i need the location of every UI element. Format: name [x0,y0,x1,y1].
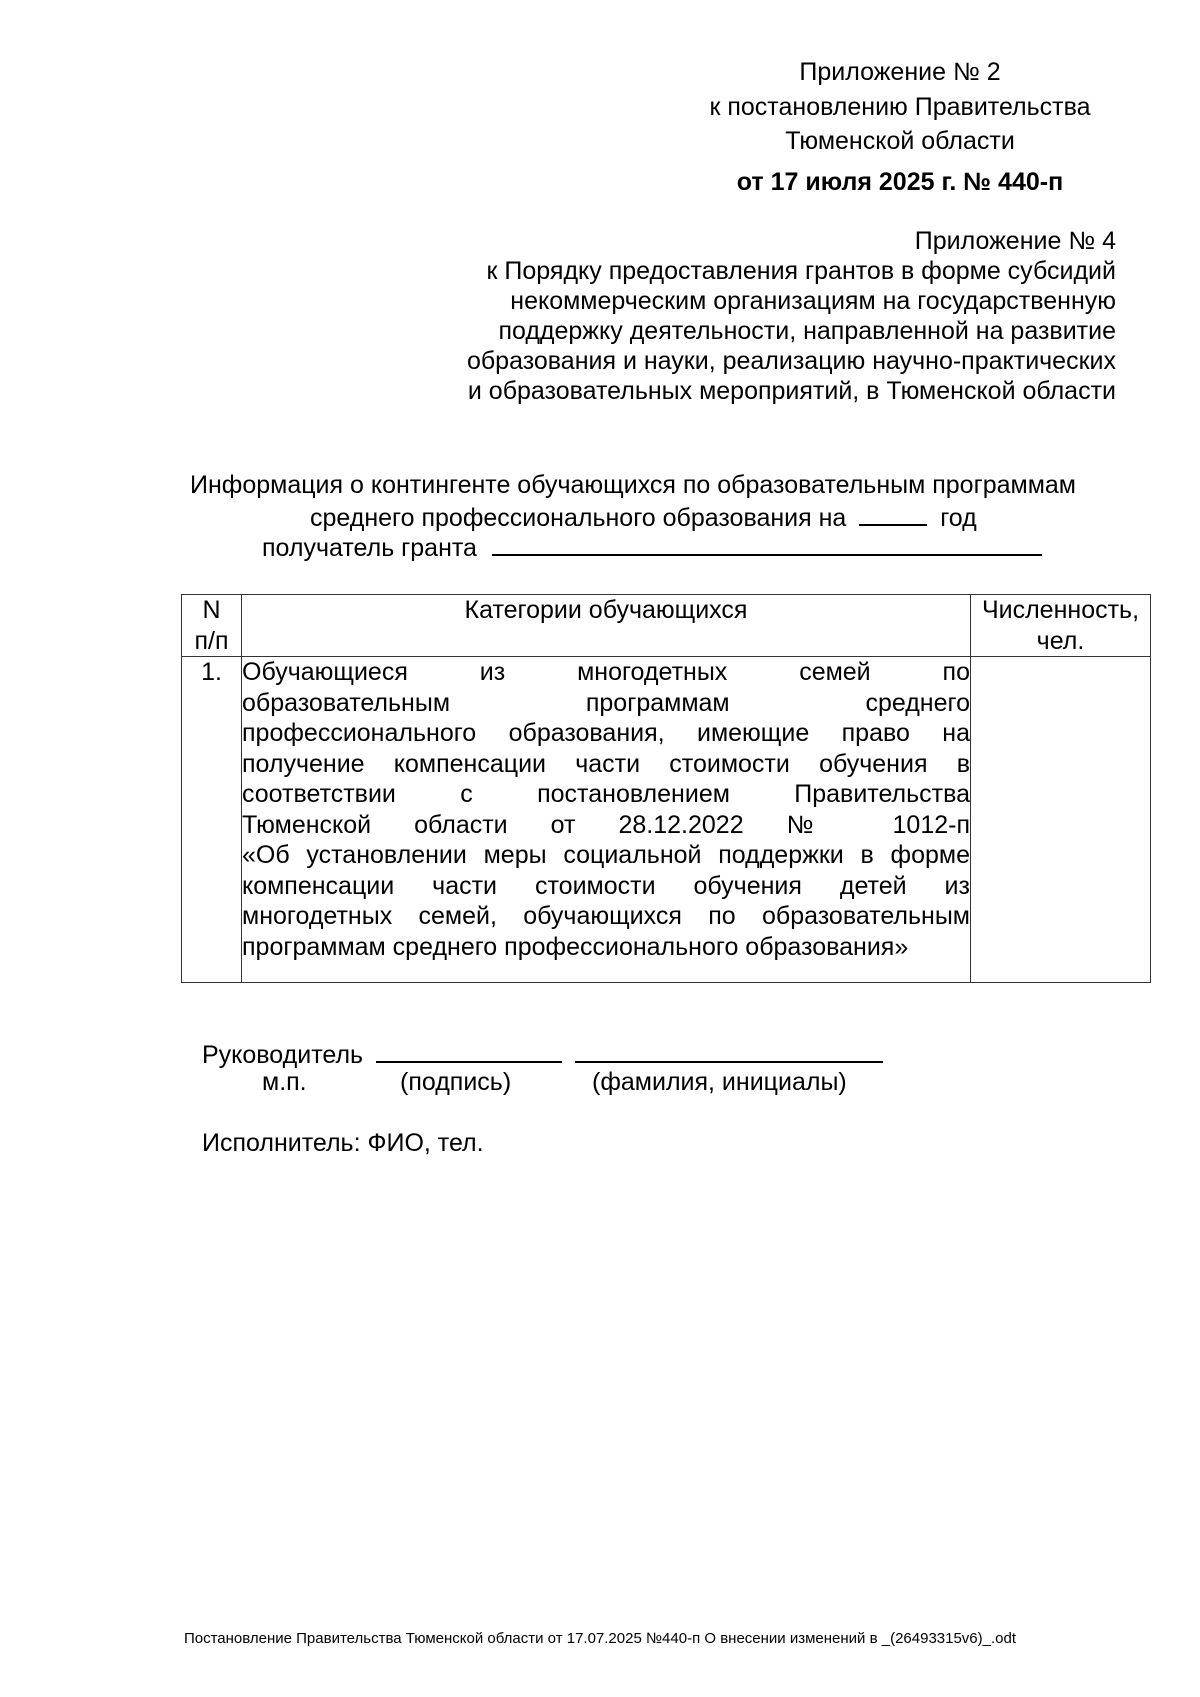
appendix-2-date-number: от 17 июля 2025 г. № 440-п [736,168,1064,196]
title-year-word: год [940,504,977,532]
head-signature-line [202,1037,883,1070]
row-number-cell: 1. [182,657,242,983]
column-header-count-line-1: Численность, [981,596,1140,624]
category-line: «Об установлении меры социальной поддержки в форме [242,841,970,869]
stamp-placeholder: м.п. [262,1068,307,1096]
column-header-number-line-1: N [202,596,221,624]
category-line: многодетных семей, обучающихся по образовательным [242,902,970,930]
appendix-4-line-2: к Порядку предоставления грантов в форме субсидий [486,257,1116,285]
grant-recipient-blank-field [492,530,1042,556]
table-header-row [182,595,1151,657]
appendix-2-region: Тюменской области [785,127,1015,155]
year-blank-field [859,500,927,526]
column-header-category: Категории обучающихся [242,595,971,657]
executor-line: Исполнитель: ФИО, тел. [202,1129,484,1157]
signature-blank-field [376,1037,562,1063]
name-hint: (фамилия, инициалы) [592,1068,847,1096]
category-line: программам среднего профессионального образования» [242,932,909,961]
contingent-table [181,594,1151,983]
appendix-4-label: Приложение № 4 [914,227,1116,255]
title-line-2-text: среднего профессионального образования на [310,504,847,532]
appendix-2-label: Приложение № 2 [799,58,1001,86]
row-category-cell [242,657,971,983]
document-title-line-1: Информация о контингенте обучающихся по образовательным программам [190,471,1076,499]
name-blank-field [575,1037,883,1063]
appendix-4-line-4: поддержку деятельности, направленной на развитие [498,317,1116,345]
column-header-number-line-2: п/п [194,626,229,655]
category-line: образовательным программам среднего [242,688,970,717]
column-header-count-line-2: чел. [1036,626,1085,655]
page-footer: Постановление Правительства Тюменской области от 17.07.2025 №440-п О внесении изменений в _(26493315v6)_.odt [183,1630,1017,1647]
category-line: соответствии с постановлением Правительства [242,780,970,808]
category-line: Обучающиеся из многодетных семей по [242,658,970,686]
head-label: Руководитель [202,1041,364,1069]
table-row [182,657,1151,983]
column-header-count [971,595,1151,657]
category-line: компенсации части стоимости обучения детей из [242,871,970,900]
signature-hint: (подпись) [400,1068,512,1096]
row-count-cell[interactable] [971,657,1151,983]
category-line: профессионального образования, имеющие право на [242,719,970,747]
category-line: получение компенсации части стоимости обучения в [242,749,970,778]
category-line: Тюменской области от 28.12.2022 № 1012-п [242,810,970,839]
column-header-number [182,595,242,657]
appendix-4-line-6: и образовательных мероприятий, в Тюменской области [467,377,1116,405]
grant-recipient-line [262,530,1042,563]
appendix-4-line-3: некоммерческим организациям на государственную [510,287,1116,315]
appendix-4-line-5: образования и науки, реализацию научно-практических [466,347,1116,375]
appendix-2-resolution: к постановлению Правительства [709,93,1091,121]
grant-recipient-label: получатель гранта [262,534,477,562]
document-title-line-2 [310,500,977,533]
